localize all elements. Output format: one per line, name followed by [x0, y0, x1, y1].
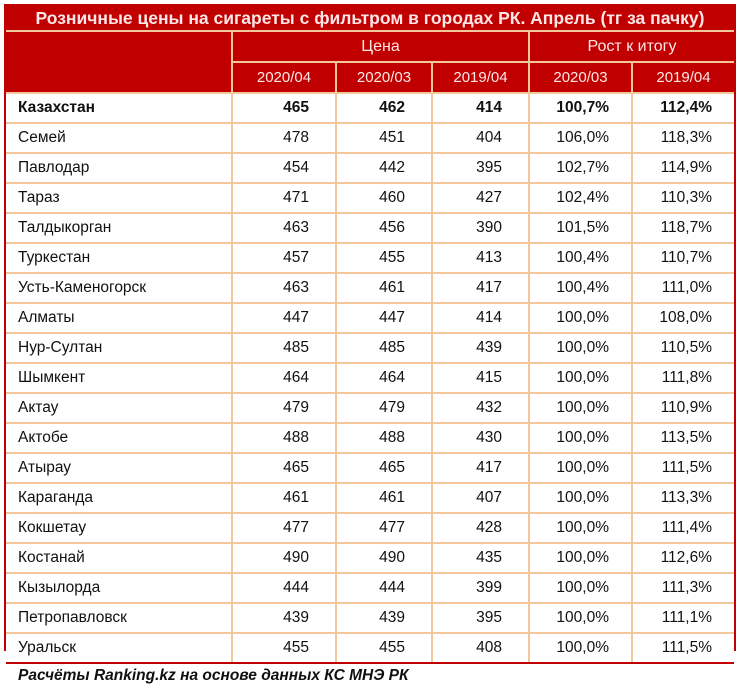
- value-cell: 417: [432, 453, 529, 483]
- value-cell: 100,0%: [529, 423, 632, 453]
- table-row: [6, 603, 734, 633]
- value-cell: 100,4%: [529, 243, 632, 273]
- value-cell: 413: [432, 243, 529, 273]
- col-header-price-2020-04: 2020/04: [232, 62, 336, 93]
- value-cell: 451: [336, 123, 432, 153]
- value-cell: 471: [232, 183, 336, 213]
- value-cell: 462: [336, 93, 432, 123]
- value-cell: 457: [232, 243, 336, 273]
- value-cell: 488: [336, 423, 432, 453]
- value-cell: 428: [432, 513, 529, 543]
- table-row: [6, 153, 734, 183]
- city-name-cell: Петропавловск: [6, 603, 232, 633]
- growth-group-header: Рост к итогу: [529, 32, 734, 62]
- value-cell: 442: [336, 153, 432, 183]
- city-name-cell: Павлодар: [6, 153, 232, 183]
- value-cell: 395: [432, 603, 529, 633]
- source-note: Расчёты Ranking.kz на основе данных КС МНЭ РК: [6, 662, 734, 688]
- report-title: Розничные цены на сигареты с фильтром в городах РК. Апрель (тг за пачку): [6, 6, 734, 32]
- value-cell: 395: [432, 153, 529, 183]
- table-row: [6, 243, 734, 273]
- value-cell: 100,7%: [529, 93, 632, 123]
- value-cell: 100,0%: [529, 543, 632, 573]
- value-cell: 102,7%: [529, 153, 632, 183]
- value-cell: 111,4%: [632, 513, 734, 543]
- value-cell: 488: [232, 423, 336, 453]
- value-cell: 100,0%: [529, 303, 632, 333]
- value-cell: 444: [232, 573, 336, 603]
- value-cell: 408: [432, 633, 529, 662]
- value-cell: 111,0%: [632, 273, 734, 303]
- table-row: [6, 483, 734, 513]
- value-cell: 102,4%: [529, 183, 632, 213]
- city-name-cell: Кокшетау: [6, 513, 232, 543]
- city-name-cell: Семей: [6, 123, 232, 153]
- report-card: [4, 4, 736, 684]
- value-cell: 447: [336, 303, 432, 333]
- value-cell: 490: [232, 543, 336, 573]
- value-cell: 100,0%: [529, 483, 632, 513]
- value-cell: 399: [432, 573, 529, 603]
- city-name-cell: Тараз: [6, 183, 232, 213]
- value-cell: 455: [336, 243, 432, 273]
- city-name-cell: Кызылорда: [6, 573, 232, 603]
- value-cell: 461: [336, 483, 432, 513]
- value-cell: 114,9%: [632, 153, 734, 183]
- value-cell: 439: [232, 603, 336, 633]
- table-row: [6, 543, 734, 573]
- value-cell: 390: [432, 213, 529, 243]
- city-name-cell: Казахстан: [6, 93, 232, 123]
- value-cell: 100,0%: [529, 513, 632, 543]
- value-cell: 478: [232, 123, 336, 153]
- value-cell: 464: [336, 363, 432, 393]
- city-name-cell: Талдыкорган: [6, 213, 232, 243]
- value-cell: 111,8%: [632, 363, 734, 393]
- city-name-cell: Актобе: [6, 423, 232, 453]
- city-name-cell: Уральск: [6, 633, 232, 662]
- city-name-cell: Нур-Султан: [6, 333, 232, 363]
- value-cell: 113,3%: [632, 483, 734, 513]
- value-cell: 435: [432, 543, 529, 573]
- table-row: [6, 363, 734, 393]
- value-cell: 432: [432, 393, 529, 423]
- value-cell: 479: [336, 393, 432, 423]
- table-body: [6, 93, 734, 662]
- price-group-header: Цена: [232, 32, 529, 62]
- table-row: [6, 573, 734, 603]
- value-cell: 465: [232, 453, 336, 483]
- table-row: [6, 93, 734, 123]
- value-cell: 454: [232, 153, 336, 183]
- value-cell: 100,4%: [529, 273, 632, 303]
- city-name-cell: Костанай: [6, 543, 232, 573]
- table-header: [6, 32, 734, 93]
- value-cell: 110,9%: [632, 393, 734, 423]
- value-cell: 100,0%: [529, 633, 632, 662]
- value-cell: 439: [336, 603, 432, 633]
- value-cell: 477: [232, 513, 336, 543]
- table-row: [6, 423, 734, 453]
- value-cell: 111,5%: [632, 633, 734, 662]
- value-cell: 110,7%: [632, 243, 734, 273]
- col-header-growth-2020-03: 2020/03: [529, 62, 632, 93]
- value-cell: 417: [432, 273, 529, 303]
- city-name-cell: Атырау: [6, 453, 232, 483]
- value-cell: 455: [336, 633, 432, 662]
- col-header-price-2019-04: 2019/04: [432, 62, 529, 93]
- value-cell: 477: [336, 513, 432, 543]
- value-cell: 463: [232, 273, 336, 303]
- table-row: [6, 273, 734, 303]
- value-cell: 439: [432, 333, 529, 363]
- value-cell: 427: [432, 183, 529, 213]
- table-row: [6, 303, 734, 333]
- value-cell: 479: [232, 393, 336, 423]
- value-cell: 108,0%: [632, 303, 734, 333]
- value-cell: 404: [432, 123, 529, 153]
- value-cell: 101,5%: [529, 213, 632, 243]
- table-row: [6, 123, 734, 153]
- value-cell: 112,4%: [632, 93, 734, 123]
- value-cell: 112,6%: [632, 543, 734, 573]
- value-cell: 100,0%: [529, 393, 632, 423]
- value-cell: 111,5%: [632, 453, 734, 483]
- value-cell: 455: [232, 633, 336, 662]
- price-table: [6, 32, 734, 662]
- value-cell: 100,0%: [529, 603, 632, 633]
- header-group-row: [6, 32, 734, 62]
- value-cell: 461: [232, 483, 336, 513]
- value-cell: 118,7%: [632, 213, 734, 243]
- table-row: [6, 453, 734, 483]
- value-cell: 464: [232, 363, 336, 393]
- value-cell: 461: [336, 273, 432, 303]
- value-cell: 414: [432, 93, 529, 123]
- table-row: [6, 333, 734, 363]
- col-header-growth-2019-04: 2019/04: [632, 62, 734, 93]
- value-cell: 407: [432, 483, 529, 513]
- table-row: [6, 633, 734, 662]
- value-cell: 465: [232, 93, 336, 123]
- value-cell: 414: [432, 303, 529, 333]
- table-row: [6, 213, 734, 243]
- value-cell: 447: [232, 303, 336, 333]
- value-cell: 118,3%: [632, 123, 734, 153]
- value-cell: 490: [336, 543, 432, 573]
- value-cell: 111,3%: [632, 573, 734, 603]
- city-name-cell: Караганда: [6, 483, 232, 513]
- value-cell: 460: [336, 183, 432, 213]
- city-name-cell: Шымкент: [6, 363, 232, 393]
- value-cell: 415: [432, 363, 529, 393]
- value-cell: 111,1%: [632, 603, 734, 633]
- value-cell: 485: [336, 333, 432, 363]
- value-cell: 485: [232, 333, 336, 363]
- table-row: [6, 393, 734, 423]
- value-cell: 110,5%: [632, 333, 734, 363]
- city-name-cell: Алматы: [6, 303, 232, 333]
- col-header-price-2020-03: 2020/03: [336, 62, 432, 93]
- corner-cell: [6, 32, 232, 93]
- value-cell: 100,0%: [529, 573, 632, 603]
- city-name-cell: Туркестан: [6, 243, 232, 273]
- value-cell: 100,0%: [529, 333, 632, 363]
- value-cell: 456: [336, 213, 432, 243]
- value-cell: 465: [336, 453, 432, 483]
- value-cell: 444: [336, 573, 432, 603]
- city-name-cell: Актау: [6, 393, 232, 423]
- value-cell: 113,5%: [632, 423, 734, 453]
- value-cell: 110,3%: [632, 183, 734, 213]
- value-cell: 463: [232, 213, 336, 243]
- value-cell: 430: [432, 423, 529, 453]
- table-row: [6, 513, 734, 543]
- value-cell: 106,0%: [529, 123, 632, 153]
- value-cell: 100,0%: [529, 363, 632, 393]
- table-row: [6, 183, 734, 213]
- value-cell: 100,0%: [529, 453, 632, 483]
- city-name-cell: Усть-Каменогорск: [6, 273, 232, 303]
